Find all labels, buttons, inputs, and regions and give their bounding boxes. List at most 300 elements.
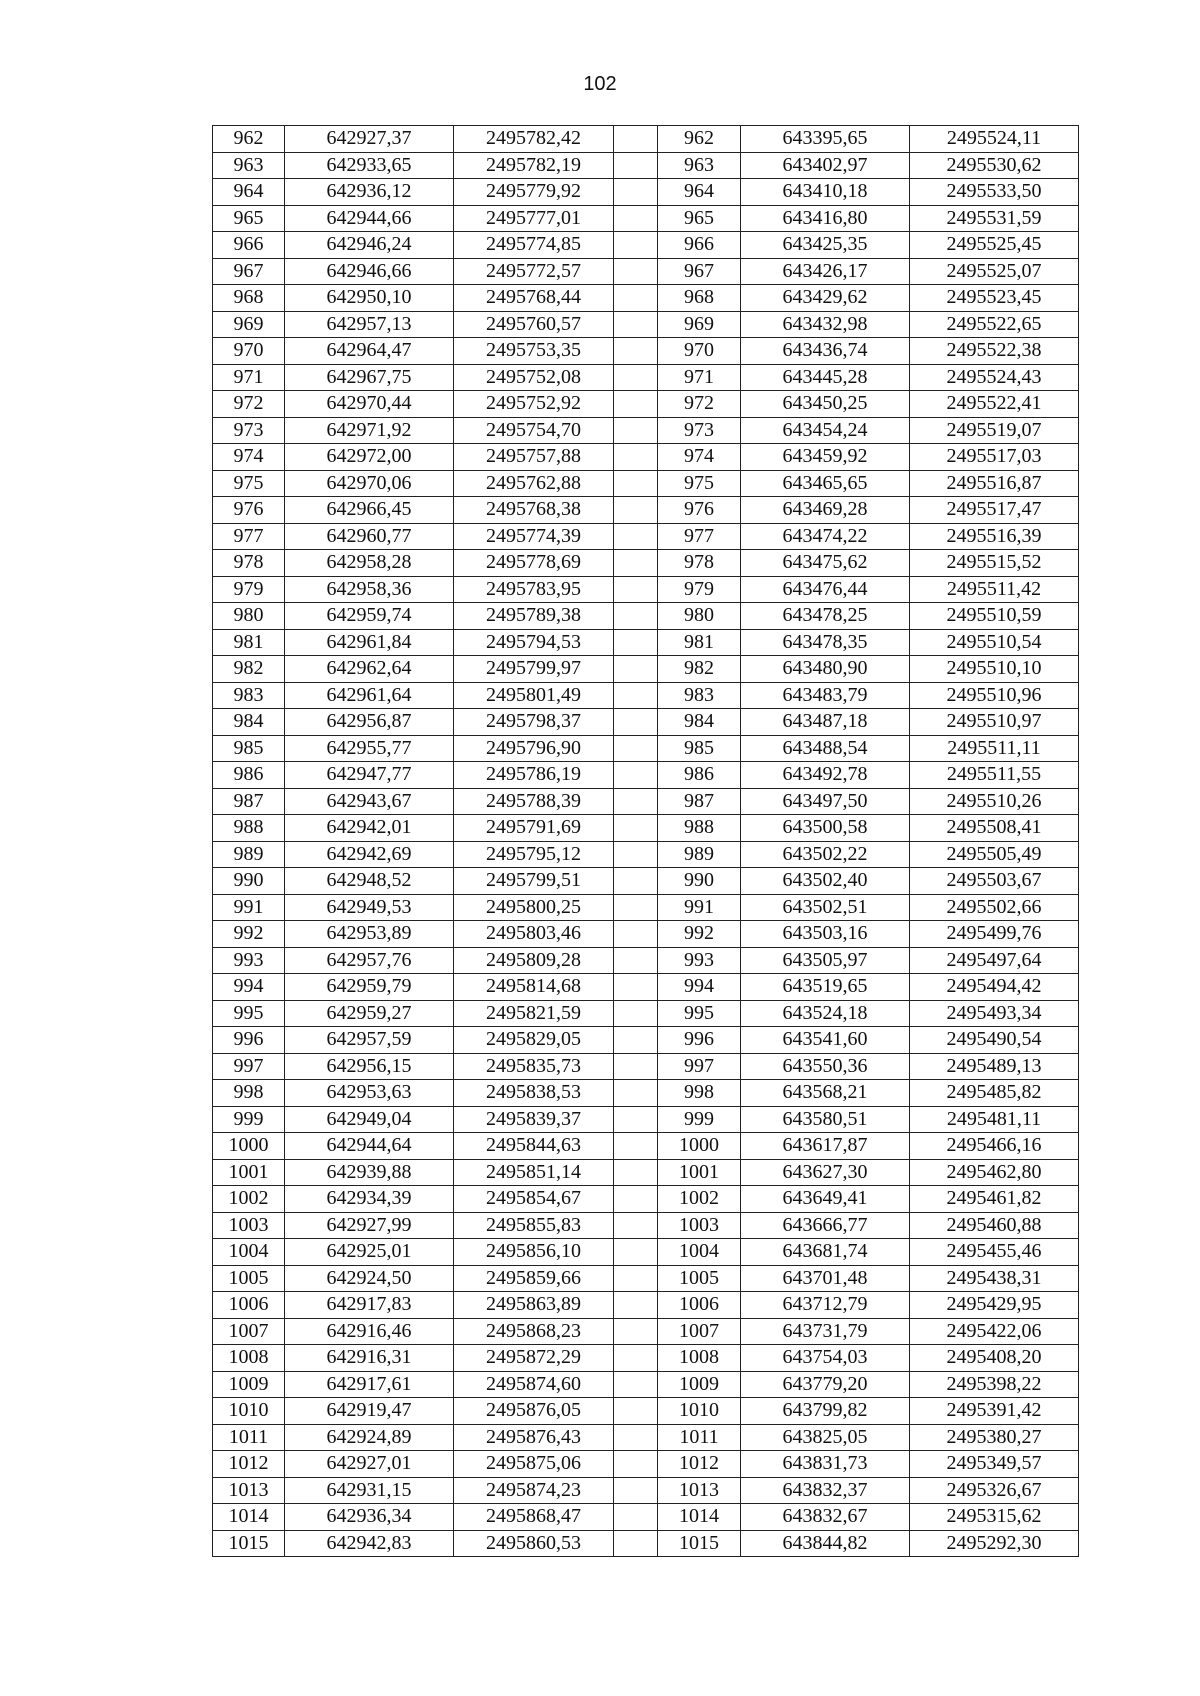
empty-cell [614, 974, 658, 1001]
left-x-coordinate: 642948,52 [285, 868, 454, 895]
left-y-coordinate: 2495798,37 [454, 709, 614, 736]
left-x-coordinate: 642972,00 [285, 444, 454, 471]
right-point-number: 997 [658, 1053, 741, 1080]
right-y-coordinate: 2495326,67 [910, 1477, 1079, 1504]
left-point-number: 976 [213, 497, 285, 524]
right-x-coordinate: 643500,58 [741, 815, 910, 842]
left-point-number: 978 [213, 550, 285, 577]
left-point-number: 984 [213, 709, 285, 736]
empty-cell [614, 709, 658, 736]
right-y-coordinate: 2495517,47 [910, 497, 1079, 524]
left-x-coordinate: 642924,50 [285, 1265, 454, 1292]
right-x-coordinate: 643432,98 [741, 311, 910, 338]
left-x-coordinate: 642944,64 [285, 1133, 454, 1160]
right-x-coordinate: 643478,35 [741, 629, 910, 656]
empty-cell [614, 1345, 658, 1372]
right-point-number: 1006 [658, 1292, 741, 1319]
empty-cell [614, 1265, 658, 1292]
left-y-coordinate: 2495839,37 [454, 1106, 614, 1133]
right-point-number: 972 [658, 391, 741, 418]
left-point-number: 966 [213, 232, 285, 259]
right-x-coordinate: 643701,48 [741, 1265, 910, 1292]
left-x-coordinate: 642966,45 [285, 497, 454, 524]
table-row [213, 682, 1079, 709]
left-x-coordinate: 642959,79 [285, 974, 454, 1001]
left-y-coordinate: 2495859,66 [454, 1265, 614, 1292]
table-row [213, 1371, 1079, 1398]
empty-cell [614, 497, 658, 524]
right-x-coordinate: 643832,37 [741, 1477, 910, 1504]
right-x-coordinate: 643832,67 [741, 1504, 910, 1531]
right-x-coordinate: 643465,65 [741, 470, 910, 497]
empty-cell [614, 629, 658, 656]
right-y-coordinate: 2495391,42 [910, 1398, 1079, 1425]
left-y-coordinate: 2495876,05 [454, 1398, 614, 1425]
empty-cell [614, 815, 658, 842]
left-y-coordinate: 2495772,57 [454, 258, 614, 285]
left-point-number: 1001 [213, 1159, 285, 1186]
left-x-coordinate: 642927,99 [285, 1212, 454, 1239]
right-y-coordinate: 2495497,64 [910, 947, 1079, 974]
left-point-number: 989 [213, 841, 285, 868]
table-row [213, 391, 1079, 418]
right-point-number: 978 [658, 550, 741, 577]
right-x-coordinate: 643503,16 [741, 921, 910, 948]
left-x-coordinate: 642942,83 [285, 1530, 454, 1557]
left-point-number: 1008 [213, 1345, 285, 1372]
left-x-coordinate: 642967,75 [285, 364, 454, 391]
left-y-coordinate: 2495863,89 [454, 1292, 614, 1319]
table-row [213, 232, 1079, 259]
coordinates-table [212, 125, 1079, 1557]
left-point-number: 991 [213, 894, 285, 921]
empty-cell [614, 762, 658, 789]
right-y-coordinate: 2495531,59 [910, 205, 1079, 232]
right-x-coordinate: 643681,74 [741, 1239, 910, 1266]
right-x-coordinate: 643459,92 [741, 444, 910, 471]
coordinates-table-body [213, 126, 1079, 1557]
page-number: 102 [583, 73, 617, 95]
left-x-coordinate: 642939,88 [285, 1159, 454, 1186]
right-x-coordinate: 643395,65 [741, 126, 910, 153]
table-row [213, 762, 1079, 789]
table-row [213, 1212, 1079, 1239]
right-point-number: 984 [658, 709, 741, 736]
right-x-coordinate: 643617,87 [741, 1133, 910, 1160]
left-y-coordinate: 2495874,23 [454, 1477, 614, 1504]
right-point-number: 982 [658, 656, 741, 683]
right-x-coordinate: 643450,25 [741, 391, 910, 418]
right-point-number: 985 [658, 735, 741, 762]
table-row [213, 576, 1079, 603]
table-row [213, 550, 1079, 577]
left-point-number: 968 [213, 285, 285, 312]
right-x-coordinate: 643754,03 [741, 1345, 910, 1372]
empty-cell [614, 603, 658, 630]
table-row [213, 1292, 1079, 1319]
right-y-coordinate: 2495515,52 [910, 550, 1079, 577]
table-row [213, 788, 1079, 815]
left-y-coordinate: 2495795,12 [454, 841, 614, 868]
table-row [213, 1159, 1079, 1186]
left-x-coordinate: 642955,77 [285, 735, 454, 762]
left-y-coordinate: 2495874,60 [454, 1371, 614, 1398]
right-x-coordinate: 643799,82 [741, 1398, 910, 1425]
right-point-number: 981 [658, 629, 741, 656]
empty-cell [614, 470, 658, 497]
right-x-coordinate: 643426,17 [741, 258, 910, 285]
empty-cell [614, 1424, 658, 1451]
table-row [213, 1000, 1079, 1027]
left-x-coordinate: 642964,47 [285, 338, 454, 365]
right-y-coordinate: 2495429,95 [910, 1292, 1079, 1319]
right-point-number: 1007 [658, 1318, 741, 1345]
left-x-coordinate: 642936,34 [285, 1504, 454, 1531]
empty-cell [614, 444, 658, 471]
empty-cell [614, 391, 658, 418]
empty-cell [614, 1106, 658, 1133]
table-row [213, 285, 1079, 312]
right-y-coordinate: 2495533,50 [910, 179, 1079, 206]
right-point-number: 1009 [658, 1371, 741, 1398]
left-x-coordinate: 642961,84 [285, 629, 454, 656]
left-x-coordinate: 642936,12 [285, 179, 454, 206]
right-x-coordinate: 643402,97 [741, 152, 910, 179]
left-point-number: 972 [213, 391, 285, 418]
left-point-number: 977 [213, 523, 285, 550]
right-point-number: 1010 [658, 1398, 741, 1425]
left-y-coordinate: 2495796,90 [454, 735, 614, 762]
right-x-coordinate: 643550,36 [741, 1053, 910, 1080]
left-y-coordinate: 2495774,39 [454, 523, 614, 550]
empty-cell [614, 258, 658, 285]
left-point-number: 963 [213, 152, 285, 179]
right-x-coordinate: 643502,51 [741, 894, 910, 921]
left-y-coordinate: 2495809,28 [454, 947, 614, 974]
left-x-coordinate: 642959,27 [285, 1000, 454, 1027]
left-point-number: 1010 [213, 1398, 285, 1425]
right-x-coordinate: 643649,41 [741, 1186, 910, 1213]
left-y-coordinate: 2495774,85 [454, 232, 614, 259]
left-x-coordinate: 642950,10 [285, 285, 454, 312]
right-x-coordinate: 643825,05 [741, 1424, 910, 1451]
table-row [213, 921, 1079, 948]
right-y-coordinate: 2495349,57 [910, 1451, 1079, 1478]
table-row [213, 1080, 1079, 1107]
empty-cell [614, 1292, 658, 1319]
left-x-coordinate: 642919,47 [285, 1398, 454, 1425]
left-y-coordinate: 2495876,43 [454, 1424, 614, 1451]
right-y-coordinate: 2495522,41 [910, 391, 1079, 418]
right-point-number: 1015 [658, 1530, 741, 1557]
left-y-coordinate: 2495855,83 [454, 1212, 614, 1239]
right-point-number: 966 [658, 232, 741, 259]
table-row [213, 497, 1079, 524]
left-y-coordinate: 2495782,42 [454, 126, 614, 153]
left-point-number: 1014 [213, 1504, 285, 1531]
left-point-number: 993 [213, 947, 285, 974]
left-point-number: 990 [213, 868, 285, 895]
table-row [213, 258, 1079, 285]
left-point-number: 1002 [213, 1186, 285, 1213]
empty-cell [614, 1212, 658, 1239]
left-point-number: 974 [213, 444, 285, 471]
table-row [213, 523, 1079, 550]
table-row [213, 1027, 1079, 1054]
left-y-coordinate: 2495860,53 [454, 1530, 614, 1557]
left-y-coordinate: 2495800,25 [454, 894, 614, 921]
right-y-coordinate: 2495525,07 [910, 258, 1079, 285]
empty-cell [614, 788, 658, 815]
right-y-coordinate: 2495510,96 [910, 682, 1079, 709]
left-y-coordinate: 2495783,95 [454, 576, 614, 603]
empty-cell [614, 1080, 658, 1107]
left-x-coordinate: 642924,89 [285, 1424, 454, 1451]
right-point-number: 1004 [658, 1239, 741, 1266]
table-row [213, 338, 1079, 365]
left-point-number: 1012 [213, 1451, 285, 1478]
empty-cell [614, 1504, 658, 1531]
right-y-coordinate: 2495292,30 [910, 1530, 1079, 1557]
right-y-coordinate: 2495466,16 [910, 1133, 1079, 1160]
table-row [213, 603, 1079, 630]
right-y-coordinate: 2495455,46 [910, 1239, 1079, 1266]
left-x-coordinate: 642956,87 [285, 709, 454, 736]
left-point-number: 985 [213, 735, 285, 762]
left-x-coordinate: 642953,63 [285, 1080, 454, 1107]
left-x-coordinate: 642927,01 [285, 1451, 454, 1478]
left-point-number: 1006 [213, 1292, 285, 1319]
table-row [213, 1318, 1079, 1345]
right-x-coordinate: 643454,24 [741, 417, 910, 444]
right-point-number: 967 [658, 258, 741, 285]
left-point-number: 996 [213, 1027, 285, 1054]
left-x-coordinate: 642960,77 [285, 523, 454, 550]
right-y-coordinate: 2495510,10 [910, 656, 1079, 683]
right-point-number: 983 [658, 682, 741, 709]
left-point-number: 986 [213, 762, 285, 789]
empty-cell [614, 576, 658, 603]
left-point-number: 1003 [213, 1212, 285, 1239]
right-x-coordinate: 643480,90 [741, 656, 910, 683]
table-row [213, 947, 1079, 974]
left-y-coordinate: 2495868,47 [454, 1504, 614, 1531]
left-y-coordinate: 2495814,68 [454, 974, 614, 1001]
table-row [213, 815, 1079, 842]
right-x-coordinate: 643524,18 [741, 1000, 910, 1027]
left-x-coordinate: 642957,76 [285, 947, 454, 974]
left-point-number: 998 [213, 1080, 285, 1107]
right-point-number: 963 [658, 152, 741, 179]
left-y-coordinate: 2495752,08 [454, 364, 614, 391]
left-y-coordinate: 2495762,88 [454, 470, 614, 497]
empty-cell [614, 1239, 658, 1266]
empty-cell [614, 311, 658, 338]
right-y-coordinate: 2495522,38 [910, 338, 1079, 365]
right-point-number: 990 [658, 868, 741, 895]
right-y-coordinate: 2495494,42 [910, 974, 1079, 1001]
left-x-coordinate: 642933,65 [285, 152, 454, 179]
right-y-coordinate: 2495461,82 [910, 1186, 1079, 1213]
left-y-coordinate: 2495786,19 [454, 762, 614, 789]
left-point-number: 992 [213, 921, 285, 948]
right-y-coordinate: 2495524,11 [910, 126, 1079, 153]
right-x-coordinate: 643429,62 [741, 285, 910, 312]
left-x-coordinate: 642931,15 [285, 1477, 454, 1504]
right-x-coordinate: 643476,44 [741, 576, 910, 603]
empty-cell [614, 1186, 658, 1213]
right-point-number: 995 [658, 1000, 741, 1027]
table-row [213, 417, 1079, 444]
right-y-coordinate: 2495511,42 [910, 576, 1079, 603]
right-point-number: 998 [658, 1080, 741, 1107]
left-point-number: 964 [213, 179, 285, 206]
left-point-number: 1007 [213, 1318, 285, 1345]
left-x-coordinate: 642958,28 [285, 550, 454, 577]
left-point-number: 1011 [213, 1424, 285, 1451]
empty-cell [614, 868, 658, 895]
table-row [213, 841, 1079, 868]
right-point-number: 1011 [658, 1424, 741, 1451]
right-point-number: 964 [658, 179, 741, 206]
right-y-coordinate: 2495511,55 [910, 762, 1079, 789]
left-x-coordinate: 642953,89 [285, 921, 454, 948]
left-point-number: 965 [213, 205, 285, 232]
left-point-number: 987 [213, 788, 285, 815]
left-point-number: 1009 [213, 1371, 285, 1398]
right-y-coordinate: 2495523,45 [910, 285, 1079, 312]
left-point-number: 1000 [213, 1133, 285, 1160]
left-x-coordinate: 642957,59 [285, 1027, 454, 1054]
table-row [213, 444, 1079, 471]
right-point-number: 1002 [658, 1186, 741, 1213]
right-y-coordinate: 2495517,03 [910, 444, 1079, 471]
right-x-coordinate: 643416,80 [741, 205, 910, 232]
right-y-coordinate: 2495499,76 [910, 921, 1079, 948]
left-y-coordinate: 2495779,92 [454, 179, 614, 206]
left-x-coordinate: 642917,83 [285, 1292, 454, 1319]
right-y-coordinate: 2495516,87 [910, 470, 1079, 497]
right-x-coordinate: 643519,65 [741, 974, 910, 1001]
right-x-coordinate: 643712,79 [741, 1292, 910, 1319]
right-y-coordinate: 2495315,62 [910, 1504, 1079, 1531]
right-y-coordinate: 2495490,54 [910, 1027, 1079, 1054]
right-y-coordinate: 2495519,07 [910, 417, 1079, 444]
left-x-coordinate: 642949,04 [285, 1106, 454, 1133]
left-point-number: 999 [213, 1106, 285, 1133]
right-x-coordinate: 643497,50 [741, 788, 910, 815]
left-point-number: 1004 [213, 1239, 285, 1266]
left-x-coordinate: 642971,92 [285, 417, 454, 444]
left-y-coordinate: 2495829,05 [454, 1027, 614, 1054]
table-row [213, 1186, 1079, 1213]
right-point-number: 1012 [658, 1451, 741, 1478]
right-y-coordinate: 2495422,06 [910, 1318, 1079, 1345]
left-x-coordinate: 642917,61 [285, 1371, 454, 1398]
table-row [213, 1265, 1079, 1292]
right-x-coordinate: 643844,82 [741, 1530, 910, 1557]
table-row [213, 1451, 1079, 1478]
left-y-coordinate: 2495778,69 [454, 550, 614, 577]
right-y-coordinate: 2495510,54 [910, 629, 1079, 656]
empty-cell [614, 1477, 658, 1504]
left-x-coordinate: 642970,44 [285, 391, 454, 418]
right-y-coordinate: 2495516,39 [910, 523, 1079, 550]
right-y-coordinate: 2495511,11 [910, 735, 1079, 762]
empty-cell [614, 523, 658, 550]
left-x-coordinate: 642947,77 [285, 762, 454, 789]
right-y-coordinate: 2495481,11 [910, 1106, 1079, 1133]
left-point-number: 970 [213, 338, 285, 365]
right-point-number: 977 [658, 523, 741, 550]
empty-cell [614, 1398, 658, 1425]
left-point-number: 973 [213, 417, 285, 444]
empty-cell [614, 417, 658, 444]
empty-cell [614, 1133, 658, 1160]
right-point-number: 993 [658, 947, 741, 974]
left-y-coordinate: 2495791,69 [454, 815, 614, 842]
right-point-number: 1001 [658, 1159, 741, 1186]
table-row [213, 1239, 1079, 1266]
left-y-coordinate: 2495789,38 [454, 603, 614, 630]
table-row [213, 179, 1079, 206]
left-x-coordinate: 642942,69 [285, 841, 454, 868]
right-x-coordinate: 643731,79 [741, 1318, 910, 1345]
right-y-coordinate: 2495493,34 [910, 1000, 1079, 1027]
right-point-number: 965 [658, 205, 741, 232]
left-y-coordinate: 2495844,63 [454, 1133, 614, 1160]
left-point-number: 988 [213, 815, 285, 842]
right-point-number: 979 [658, 576, 741, 603]
right-y-coordinate: 2495408,20 [910, 1345, 1079, 1372]
table-row [213, 126, 1079, 153]
left-y-coordinate: 2495752,92 [454, 391, 614, 418]
empty-cell [614, 841, 658, 868]
left-y-coordinate: 2495838,53 [454, 1080, 614, 1107]
left-x-coordinate: 642956,15 [285, 1053, 454, 1080]
table-row [213, 709, 1079, 736]
right-x-coordinate: 643568,21 [741, 1080, 910, 1107]
right-x-coordinate: 643410,18 [741, 179, 910, 206]
left-x-coordinate: 642961,64 [285, 682, 454, 709]
right-y-coordinate: 2495398,22 [910, 1371, 1079, 1398]
right-y-coordinate: 2495510,26 [910, 788, 1079, 815]
right-point-number: 1003 [658, 1212, 741, 1239]
left-x-coordinate: 642944,66 [285, 205, 454, 232]
right-point-number: 1014 [658, 1504, 741, 1531]
left-point-number: 983 [213, 682, 285, 709]
left-y-coordinate: 2495856,10 [454, 1239, 614, 1266]
left-x-coordinate: 642943,67 [285, 788, 454, 815]
left-point-number: 1005 [213, 1265, 285, 1292]
left-y-coordinate: 2495760,57 [454, 311, 614, 338]
table-row [213, 735, 1079, 762]
left-point-number: 969 [213, 311, 285, 338]
left-x-coordinate: 642957,13 [285, 311, 454, 338]
right-x-coordinate: 643779,20 [741, 1371, 910, 1398]
left-x-coordinate: 642927,37 [285, 126, 454, 153]
right-x-coordinate: 643487,18 [741, 709, 910, 736]
left-x-coordinate: 642942,01 [285, 815, 454, 842]
right-point-number: 989 [658, 841, 741, 868]
left-point-number: 997 [213, 1053, 285, 1080]
table-row [213, 629, 1079, 656]
left-y-coordinate: 2495803,46 [454, 921, 614, 948]
left-x-coordinate: 642925,01 [285, 1239, 454, 1266]
left-x-coordinate: 642970,06 [285, 470, 454, 497]
empty-cell [614, 126, 658, 153]
table-row [213, 1504, 1079, 1531]
